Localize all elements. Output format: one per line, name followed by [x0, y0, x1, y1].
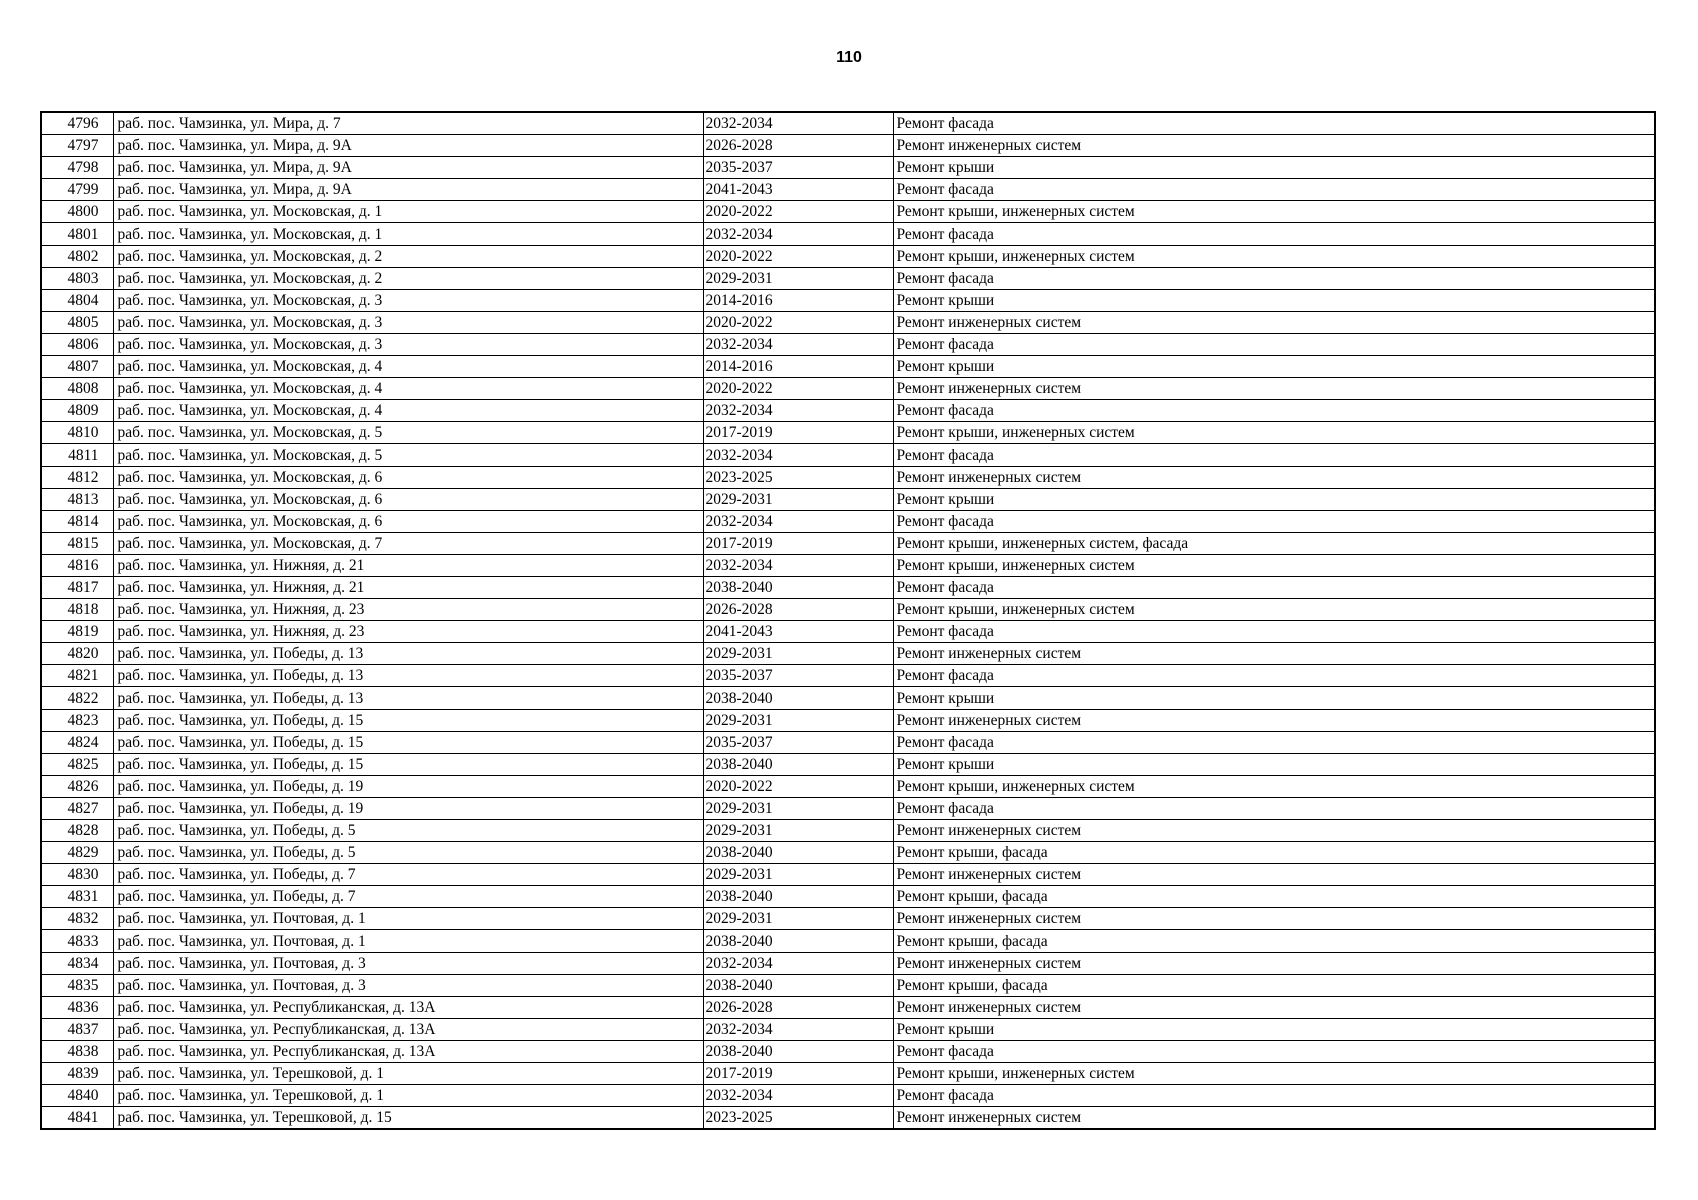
address-cell: раб. пос. Чамзинка, ул. Московская, д. 6	[113, 466, 703, 488]
period-cell: 2038-2040	[703, 687, 893, 709]
address-cell: раб. пос. Чамзинка, ул. Московская, д. 3	[113, 333, 703, 355]
work-type-cell: Ремонт фасада	[893, 333, 1655, 355]
row-number: 4806	[41, 333, 113, 355]
table-row	[41, 886, 1655, 908]
table-row	[41, 532, 1655, 554]
work-type-cell: Ремонт фасада	[893, 179, 1655, 201]
address-cell: раб. пос. Чамзинка, ул. Терешковой, д. 1	[113, 1085, 703, 1107]
work-type-cell: Ремонт инженерных систем	[893, 908, 1655, 930]
period-cell: 2029-2031	[703, 267, 893, 289]
period-cell: 2038-2040	[703, 930, 893, 952]
period-cell: 2032-2034	[703, 444, 893, 466]
address-cell: раб. пос. Чамзинка, ул. Нижняя, д. 21	[113, 554, 703, 576]
address-cell: раб. пос. Чамзинка, ул. Терешковой, д. 1	[113, 1063, 703, 1085]
work-type-cell: Ремонт инженерных систем	[893, 952, 1655, 974]
period-cell: 2032-2034	[703, 952, 893, 974]
table-body	[41, 112, 1655, 1129]
row-number: 4840	[41, 1085, 113, 1107]
period-cell: 2023-2025	[703, 1107, 893, 1130]
period-cell: 2038-2040	[703, 576, 893, 598]
table-row	[41, 820, 1655, 842]
row-number: 4797	[41, 135, 113, 157]
row-number: 4803	[41, 267, 113, 289]
work-type-cell: Ремонт фасада	[893, 665, 1655, 687]
row-number: 4830	[41, 864, 113, 886]
table-row	[41, 311, 1655, 333]
table-row	[41, 599, 1655, 621]
row-number: 4811	[41, 444, 113, 466]
table-row	[41, 864, 1655, 886]
work-type-cell: Ремонт крыши, инженерных систем	[893, 554, 1655, 576]
period-cell: 2020-2022	[703, 378, 893, 400]
repair-schedule-table	[40, 111, 1656, 1130]
work-type-cell: Ремонт крыши, фасада	[893, 974, 1655, 996]
row-number: 4825	[41, 753, 113, 775]
work-type-cell: Ремонт инженерных систем	[893, 996, 1655, 1018]
period-cell: 2029-2031	[703, 908, 893, 930]
table-row	[41, 378, 1655, 400]
row-number: 4808	[41, 378, 113, 400]
period-cell: 2026-2028	[703, 996, 893, 1018]
address-cell: раб. пос. Чамзинка, ул. Победы, д. 5	[113, 842, 703, 864]
work-type-cell: Ремонт инженерных систем	[893, 311, 1655, 333]
work-type-cell: Ремонт крыши	[893, 289, 1655, 311]
period-cell: 2017-2019	[703, 422, 893, 444]
row-number: 4799	[41, 179, 113, 201]
table-row	[41, 157, 1655, 179]
work-type-cell: Ремонт крыши	[893, 753, 1655, 775]
work-type-cell: Ремонт инженерных систем	[893, 135, 1655, 157]
table-row	[41, 643, 1655, 665]
address-cell: раб. пос. Чамзинка, ул. Нижняя, д. 21	[113, 576, 703, 598]
address-cell: раб. пос. Чамзинка, ул. Победы, д. 19	[113, 797, 703, 819]
work-type-cell: Ремонт крыши	[893, 687, 1655, 709]
table-row	[41, 753, 1655, 775]
period-cell: 2041-2043	[703, 621, 893, 643]
address-cell: раб. пос. Чамзинка, ул. Московская, д. 6	[113, 488, 703, 510]
address-cell: раб. пос. Чамзинка, ул. Победы, д. 19	[113, 775, 703, 797]
work-type-cell: Ремонт инженерных систем	[893, 820, 1655, 842]
row-number: 4816	[41, 554, 113, 576]
period-cell: 2014-2016	[703, 356, 893, 378]
table-row	[41, 112, 1655, 135]
period-cell: 2038-2040	[703, 753, 893, 775]
row-number: 4827	[41, 797, 113, 819]
work-type-cell: Ремонт крыши, инженерных систем	[893, 422, 1655, 444]
address-cell: раб. пос. Чамзинка, ул. Московская, д. 4	[113, 378, 703, 400]
table-row	[41, 179, 1655, 201]
table-row	[41, 576, 1655, 598]
address-cell: раб. пос. Чамзинка, ул. Московская, д. 4	[113, 400, 703, 422]
row-number: 4820	[41, 643, 113, 665]
period-cell: 2029-2031	[703, 820, 893, 842]
period-cell: 2032-2034	[703, 400, 893, 422]
work-type-cell: Ремонт инженерных систем	[893, 1107, 1655, 1130]
work-type-cell: Ремонт крыши, инженерных систем	[893, 1063, 1655, 1085]
row-number: 4833	[41, 930, 113, 952]
address-cell: раб. пос. Чамзинка, ул. Мира, д. 9А	[113, 179, 703, 201]
row-number: 4832	[41, 908, 113, 930]
table-row	[41, 1085, 1655, 1107]
address-cell: раб. пос. Чамзинка, ул. Московская, д. 2	[113, 245, 703, 267]
table-row	[41, 333, 1655, 355]
page-number: 110	[836, 49, 862, 66]
row-number: 4796	[41, 112, 113, 135]
address-cell: раб. пос. Чамзинка, ул. Победы, д. 5	[113, 820, 703, 842]
address-cell: раб. пос. Чамзинка, ул. Республиканская, д. 13А	[113, 1018, 703, 1040]
table-row	[41, 797, 1655, 819]
address-cell: раб. пос. Чамзинка, ул. Победы, д. 15	[113, 709, 703, 731]
address-cell: раб. пос. Чамзинка, ул. Московская, д. 3	[113, 311, 703, 333]
table-row	[41, 1040, 1655, 1062]
row-number: 4801	[41, 223, 113, 245]
table-row	[41, 974, 1655, 996]
address-cell: раб. пос. Чамзинка, ул. Победы, д. 7	[113, 886, 703, 908]
work-type-cell: Ремонт крыши, фасада	[893, 930, 1655, 952]
address-cell: раб. пос. Чамзинка, ул. Московская, д. 5	[113, 422, 703, 444]
table-row	[41, 510, 1655, 532]
address-cell: раб. пос. Чамзинка, ул. Московская, д. 1	[113, 201, 703, 223]
row-number: 4819	[41, 621, 113, 643]
row-number: 4822	[41, 687, 113, 709]
work-type-cell: Ремонт фасада	[893, 797, 1655, 819]
period-cell: 2020-2022	[703, 201, 893, 223]
table-row	[41, 665, 1655, 687]
work-type-cell: Ремонт фасада	[893, 112, 1655, 135]
period-cell: 2035-2037	[703, 731, 893, 753]
table-row	[41, 1063, 1655, 1085]
address-cell: раб. пос. Чамзинка, ул. Почтовая, д. 1	[113, 930, 703, 952]
address-cell: раб. пос. Чамзинка, ул. Победы, д. 13	[113, 687, 703, 709]
work-type-cell: Ремонт инженерных систем	[893, 643, 1655, 665]
address-cell: раб. пос. Чамзинка, ул. Мира, д. 9А	[113, 135, 703, 157]
work-type-cell: Ремонт крыши	[893, 488, 1655, 510]
table-row	[41, 466, 1655, 488]
period-cell: 2038-2040	[703, 842, 893, 864]
work-type-cell: Ремонт инженерных систем	[893, 466, 1655, 488]
row-number: 4807	[41, 356, 113, 378]
table-row	[41, 621, 1655, 643]
address-cell: раб. пос. Чамзинка, ул. Республиканская, д. 13А	[113, 1040, 703, 1062]
table-row	[41, 267, 1655, 289]
table-row	[41, 554, 1655, 576]
row-number: 4815	[41, 532, 113, 554]
work-type-cell: Ремонт фасада	[893, 400, 1655, 422]
address-cell: раб. пос. Чамзинка, ул. Московская, д. 3	[113, 289, 703, 311]
row-number: 4809	[41, 400, 113, 422]
table-row	[41, 289, 1655, 311]
row-number: 4839	[41, 1063, 113, 1085]
work-type-cell: Ремонт крыши, инженерных систем	[893, 599, 1655, 621]
work-type-cell: Ремонт инженерных систем	[893, 378, 1655, 400]
table-row	[41, 731, 1655, 753]
work-type-cell: Ремонт фасада	[893, 621, 1655, 643]
work-type-cell: Ремонт фасада	[893, 510, 1655, 532]
table-row	[41, 842, 1655, 864]
period-cell: 2026-2028	[703, 599, 893, 621]
period-cell: 2029-2031	[703, 709, 893, 731]
work-type-cell: Ремонт крыши	[893, 356, 1655, 378]
address-cell: раб. пос. Чамзинка, ул. Победы, д. 7	[113, 864, 703, 886]
address-cell: раб. пос. Чамзинка, ул. Нижняя, д. 23	[113, 599, 703, 621]
table-row	[41, 775, 1655, 797]
period-cell: 2032-2034	[703, 333, 893, 355]
address-cell: раб. пос. Чамзинка, ул. Мира, д. 7	[113, 112, 703, 135]
table-row	[41, 245, 1655, 267]
row-number: 4838	[41, 1040, 113, 1062]
address-cell: раб. пос. Чамзинка, ул. Московская, д. 6	[113, 510, 703, 532]
address-cell: раб. пос. Чамзинка, ул. Почтовая, д. 3	[113, 974, 703, 996]
table-row	[41, 687, 1655, 709]
table-row	[41, 400, 1655, 422]
work-type-cell: Ремонт крыши, инженерных систем	[893, 775, 1655, 797]
address-cell: раб. пос. Чамзинка, ул. Победы, д. 15	[113, 753, 703, 775]
address-cell: раб. пос. Чамзинка, ул. Нижняя, д. 23	[113, 621, 703, 643]
address-cell: раб. пос. Чамзинка, ул. Московская, д. 2	[113, 267, 703, 289]
period-cell: 2017-2019	[703, 1063, 893, 1085]
period-cell: 2032-2034	[703, 1018, 893, 1040]
period-cell: 2029-2031	[703, 797, 893, 819]
row-number: 4841	[41, 1107, 113, 1130]
table-row	[41, 444, 1655, 466]
work-type-cell: Ремонт крыши, фасада	[893, 842, 1655, 864]
table-row	[41, 1107, 1655, 1130]
address-cell: раб. пос. Чамзинка, ул. Терешковой, д. 15	[113, 1107, 703, 1130]
period-cell: 2020-2022	[703, 775, 893, 797]
period-cell: 2035-2037	[703, 157, 893, 179]
address-cell: раб. пос. Чамзинка, ул. Победы, д. 15	[113, 731, 703, 753]
row-number: 4817	[41, 576, 113, 598]
period-cell: 2035-2037	[703, 665, 893, 687]
period-cell: 2029-2031	[703, 864, 893, 886]
row-number: 4804	[41, 289, 113, 311]
row-number: 4834	[41, 952, 113, 974]
work-type-cell: Ремонт инженерных систем	[893, 709, 1655, 731]
row-number: 4798	[41, 157, 113, 179]
row-number: 4821	[41, 665, 113, 687]
period-cell: 2038-2040	[703, 974, 893, 996]
period-cell: 2038-2040	[703, 886, 893, 908]
row-number: 4813	[41, 488, 113, 510]
work-type-cell: Ремонт крыши, инженерных систем	[893, 201, 1655, 223]
period-cell: 2032-2034	[703, 1085, 893, 1107]
period-cell: 2032-2034	[703, 510, 893, 532]
period-cell: 2020-2022	[703, 311, 893, 333]
table-row	[41, 201, 1655, 223]
address-cell: раб. пос. Чамзинка, ул. Почтовая, д. 3	[113, 952, 703, 974]
row-number: 4826	[41, 775, 113, 797]
work-type-cell: Ремонт фасада	[893, 444, 1655, 466]
row-number: 4829	[41, 842, 113, 864]
address-cell: раб. пос. Чамзинка, ул. Победы, д. 13	[113, 665, 703, 687]
work-type-cell: Ремонт фасада	[893, 731, 1655, 753]
period-cell: 2032-2034	[703, 112, 893, 135]
period-cell: 2014-2016	[703, 289, 893, 311]
row-number: 4823	[41, 709, 113, 731]
address-cell: раб. пос. Чамзинка, ул. Московская, д. 5	[113, 444, 703, 466]
period-cell: 2041-2043	[703, 179, 893, 201]
work-type-cell: Ремонт крыши, инженерных систем, фасада	[893, 532, 1655, 554]
table-row	[41, 422, 1655, 444]
period-cell: 2026-2028	[703, 135, 893, 157]
address-cell: раб. пос. Чамзинка, ул. Мира, д. 9А	[113, 157, 703, 179]
table-row	[41, 135, 1655, 157]
row-number: 4837	[41, 1018, 113, 1040]
address-cell: раб. пос. Чамзинка, ул. Победы, д. 13	[113, 643, 703, 665]
work-type-cell: Ремонт фасада	[893, 1040, 1655, 1062]
table-row	[41, 1018, 1655, 1040]
period-cell: 2032-2034	[703, 554, 893, 576]
work-type-cell: Ремонт крыши	[893, 157, 1655, 179]
table-row	[41, 488, 1655, 510]
address-cell: раб. пос. Чамзинка, ул. Почтовая, д. 1	[113, 908, 703, 930]
table-row	[41, 223, 1655, 245]
row-number: 4818	[41, 599, 113, 621]
work-type-cell: Ремонт фасада	[893, 576, 1655, 598]
row-number: 4828	[41, 820, 113, 842]
row-number: 4824	[41, 731, 113, 753]
work-type-cell: Ремонт крыши	[893, 1018, 1655, 1040]
table-row	[41, 908, 1655, 930]
period-cell: 2023-2025	[703, 466, 893, 488]
table-row	[41, 952, 1655, 974]
table-row	[41, 709, 1655, 731]
row-number: 4835	[41, 974, 113, 996]
period-cell: 2017-2019	[703, 532, 893, 554]
work-type-cell: Ремонт фасада	[893, 267, 1655, 289]
work-type-cell: Ремонт инженерных систем	[893, 864, 1655, 886]
row-number: 4800	[41, 201, 113, 223]
row-number: 4836	[41, 996, 113, 1018]
row-number: 4802	[41, 245, 113, 267]
period-cell: 2020-2022	[703, 245, 893, 267]
work-type-cell: Ремонт крыши, фасада	[893, 886, 1655, 908]
address-cell: раб. пос. Чамзинка, ул. Московская, д. 4	[113, 356, 703, 378]
address-cell: раб. пос. Чамзинка, ул. Республиканская, д. 13А	[113, 996, 703, 1018]
table-row	[41, 996, 1655, 1018]
table-row	[41, 930, 1655, 952]
row-number: 4810	[41, 422, 113, 444]
work-type-cell: Ремонт фасада	[893, 223, 1655, 245]
row-number: 4831	[41, 886, 113, 908]
table-row	[41, 356, 1655, 378]
row-number: 4814	[41, 510, 113, 532]
period-cell: 2032-2034	[703, 223, 893, 245]
work-type-cell: Ремонт фасада	[893, 1085, 1655, 1107]
period-cell: 2038-2040	[703, 1040, 893, 1062]
period-cell: 2029-2031	[703, 643, 893, 665]
period-cell: 2029-2031	[703, 488, 893, 510]
row-number: 4805	[41, 311, 113, 333]
row-number: 4812	[41, 466, 113, 488]
address-cell: раб. пос. Чамзинка, ул. Московская, д. 1	[113, 223, 703, 245]
work-type-cell: Ремонт крыши, инженерных систем	[893, 245, 1655, 267]
address-cell: раб. пос. Чамзинка, ул. Московская, д. 7	[113, 532, 703, 554]
